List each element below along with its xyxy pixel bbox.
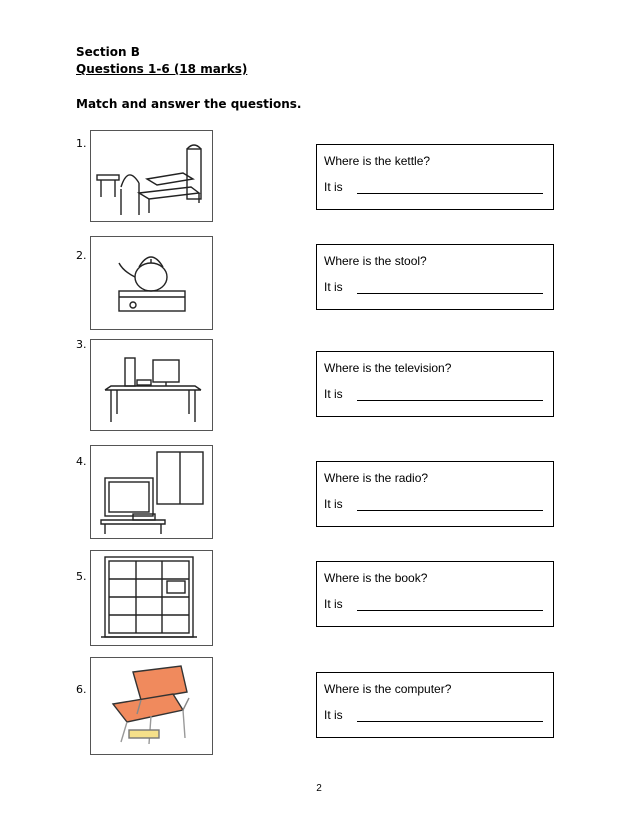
item-number-3: 3. [76,338,87,351]
question-box-3 [316,351,554,417]
answer-prefix: It is [324,280,343,294]
section-title: Section B [76,45,140,59]
picture-2 [90,236,213,330]
answer-line[interactable] [357,293,543,294]
item-number-6: 6. [76,683,87,696]
question-box-1 [316,144,554,210]
item-number-2: 2. [76,249,87,262]
question-text: Where is the radio? [324,471,429,485]
computer-on-table-icon [91,340,212,430]
picture-3 [90,339,213,431]
answer-prefix: It is [324,497,343,511]
answer-line[interactable] [357,400,543,401]
question-text: Where is the computer? [324,682,452,696]
question-box-4 [316,461,554,527]
instruction: Match and answer the questions. [76,97,302,111]
questions-heading: Questions 1-6 (18 marks) [76,62,248,76]
question-text: Where is the kettle? [324,154,431,168]
item-number-1: 1. [76,137,87,150]
question-text: Where is the book? [324,571,428,585]
kettle-on-radio-icon [91,237,212,329]
page-number: 2 [316,783,322,794]
question-text: Where is the television? [324,361,452,375]
item-number-4: 4. [76,455,87,468]
answer-prefix: It is [324,708,343,722]
answer-prefix: It is [324,180,343,194]
question-box-2 [316,244,554,310]
picture-4 [90,445,213,539]
picture-6 [90,657,213,755]
answer-line[interactable] [357,610,543,611]
item-number-5: 5. [76,570,87,583]
answer-prefix: It is [324,597,343,611]
answer-line[interactable] [357,510,543,511]
answer-prefix: It is [324,387,343,401]
picture-5 [90,550,213,646]
bed-with-stool-icon [91,131,212,221]
question-text: Where is the stool? [324,254,427,268]
question-box-6 [316,672,554,738]
answer-line[interactable] [357,721,543,722]
book-in-shelf-icon [91,551,212,645]
question-box-5 [316,561,554,627]
answer-line[interactable] [357,193,543,194]
picture-1 [90,130,213,222]
television-on-stand-icon [91,446,212,538]
book-under-chair-icon [91,658,212,754]
